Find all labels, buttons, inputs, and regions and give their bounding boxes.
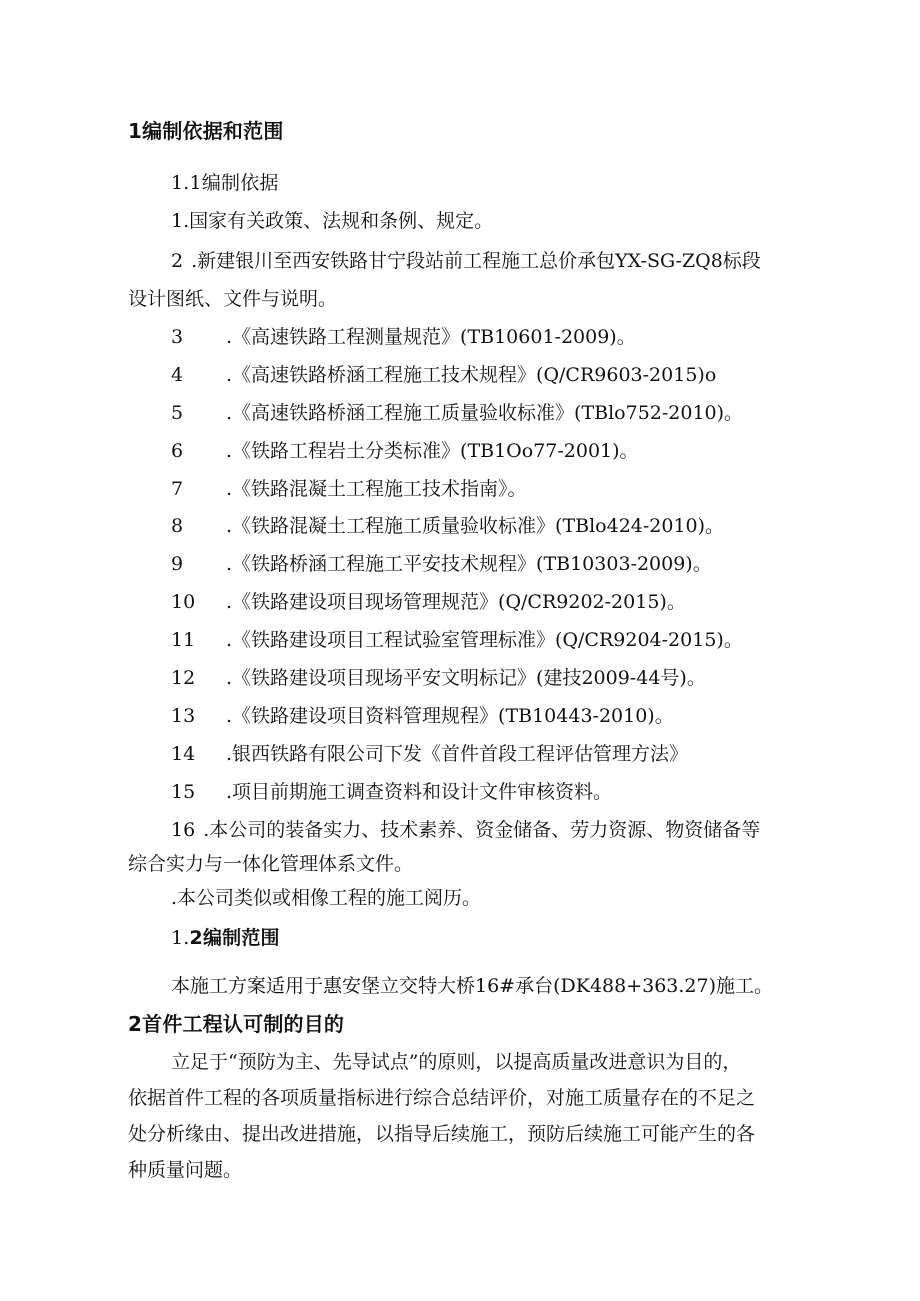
list-item-text: .新建银川至西安铁路甘宁段站前工程施工总价承包YX-SG-ZQ8标段 [191,250,761,272]
list-item-number: 11 [171,629,196,651]
list-item-number: 4 [171,364,184,386]
subsection-1-2-heading [171,926,280,950]
list-item-number: 16 [171,819,196,841]
paragraph-line: 种质量问题。 [128,1159,243,1181]
list-item-text: .《铁路桥涵工程施工平安技术规程》(TB10303-2009)。 [226,553,712,575]
subsection-1-1-heading: 1.1编制依据 [171,172,279,194]
list-item-number: 3 [171,326,184,348]
list-item-text: .《铁路建设项目现场平安文明标记》(建技2009-44号)。 [226,667,706,689]
paragraph-line: 处分析缘由、提出改进措施，以指导后续施工，预防后续施工可能产生的各 [128,1123,756,1145]
list-item-text: .国家有关政策、法规和条例、规定。 [183,210,494,232]
list-item-number: 10 [171,591,196,613]
list-item-number: 12 [171,667,196,689]
list-item-number: 15 [171,781,196,803]
list-item-text: .《铁路工程岩土分类标准》(TB1Oo77-2001)。 [226,440,639,462]
list-item-continuation: 设计图纸、文件与说明。 [128,288,338,310]
list-item-text: .《铁路建设项目现场管理规范》(Q/CR9202-2015)。 [226,591,686,613]
list-item-number: 9 [171,553,184,575]
list-item-text: .《高速铁路工程测量规范》(TB10601-2009)。 [226,326,636,348]
list-item-number: 6 [171,440,184,462]
list-item-continuation: 综合实力与一体化管理体系文件。 [128,853,414,875]
list-item-text: .《铁路混凝土工程施工质量验收标准》(TBlo424-2010)。 [226,515,725,537]
section-1-heading: 1编制依据和范围 [128,119,284,143]
section-2-heading: 2首件工程认可制的目的 [128,1012,345,1036]
list-item [171,209,493,233]
list-item [171,818,760,842]
list-item-number: 1 [171,210,184,232]
list-item-number: 5 [171,402,184,424]
scope-text: 本施工方案适用于惠安堡立交特大桥16#承台(DK488+363.27)施工。 [171,975,774,997]
list-item-text: .项目前期施工调查资料和设计文件审核资料。 [226,781,613,803]
paragraph-line: 立足于“预防为主、先导试点”的原则，以提高质量改进意识为目的， [171,1051,742,1073]
list-item-text: .银西铁路有限公司下发《首件首段工程评估管理方法》 [226,743,689,765]
list-item-number: 14 [171,743,196,765]
list-item-number: 8 [171,515,184,537]
list-item-number: 7 [171,478,184,500]
list-item-number: 2 [171,250,184,272]
subsection-title: 2编制范围 [189,927,280,949]
list-item-text: .《铁路建设项目资料管理规程》(TB10443-2010)。 [226,705,674,727]
list-item-text: .本公司类似或相像工程的施工阅历。 [171,887,482,909]
list-item-text: .《铁路建设项目工程试验室管理标准》(Q/CR9204-2015)。 [226,629,743,651]
list-item-text: .《高速铁路桥涵工程施工技术规程》(Q/CR9603-2015)o [226,364,717,386]
paragraph-line: 依据首件工程的各项质量指标进行综合总结评价，对施工质量存在的不足之 [128,1087,756,1109]
list-item-text: .《高速铁路桥涵工程施工质量验收标准》(TBlo752-2010)。 [226,402,744,424]
list-item-text: .本公司的装备实力、技术素养、资金储备、劳力资源、物资储备等 [203,819,761,841]
list-item-number: 13 [171,705,196,727]
list-item [171,249,761,273]
subsection-number: 1. [171,927,190,949]
list-item-text: .《铁路混凝土工程施工技术指南》。 [226,478,527,500]
